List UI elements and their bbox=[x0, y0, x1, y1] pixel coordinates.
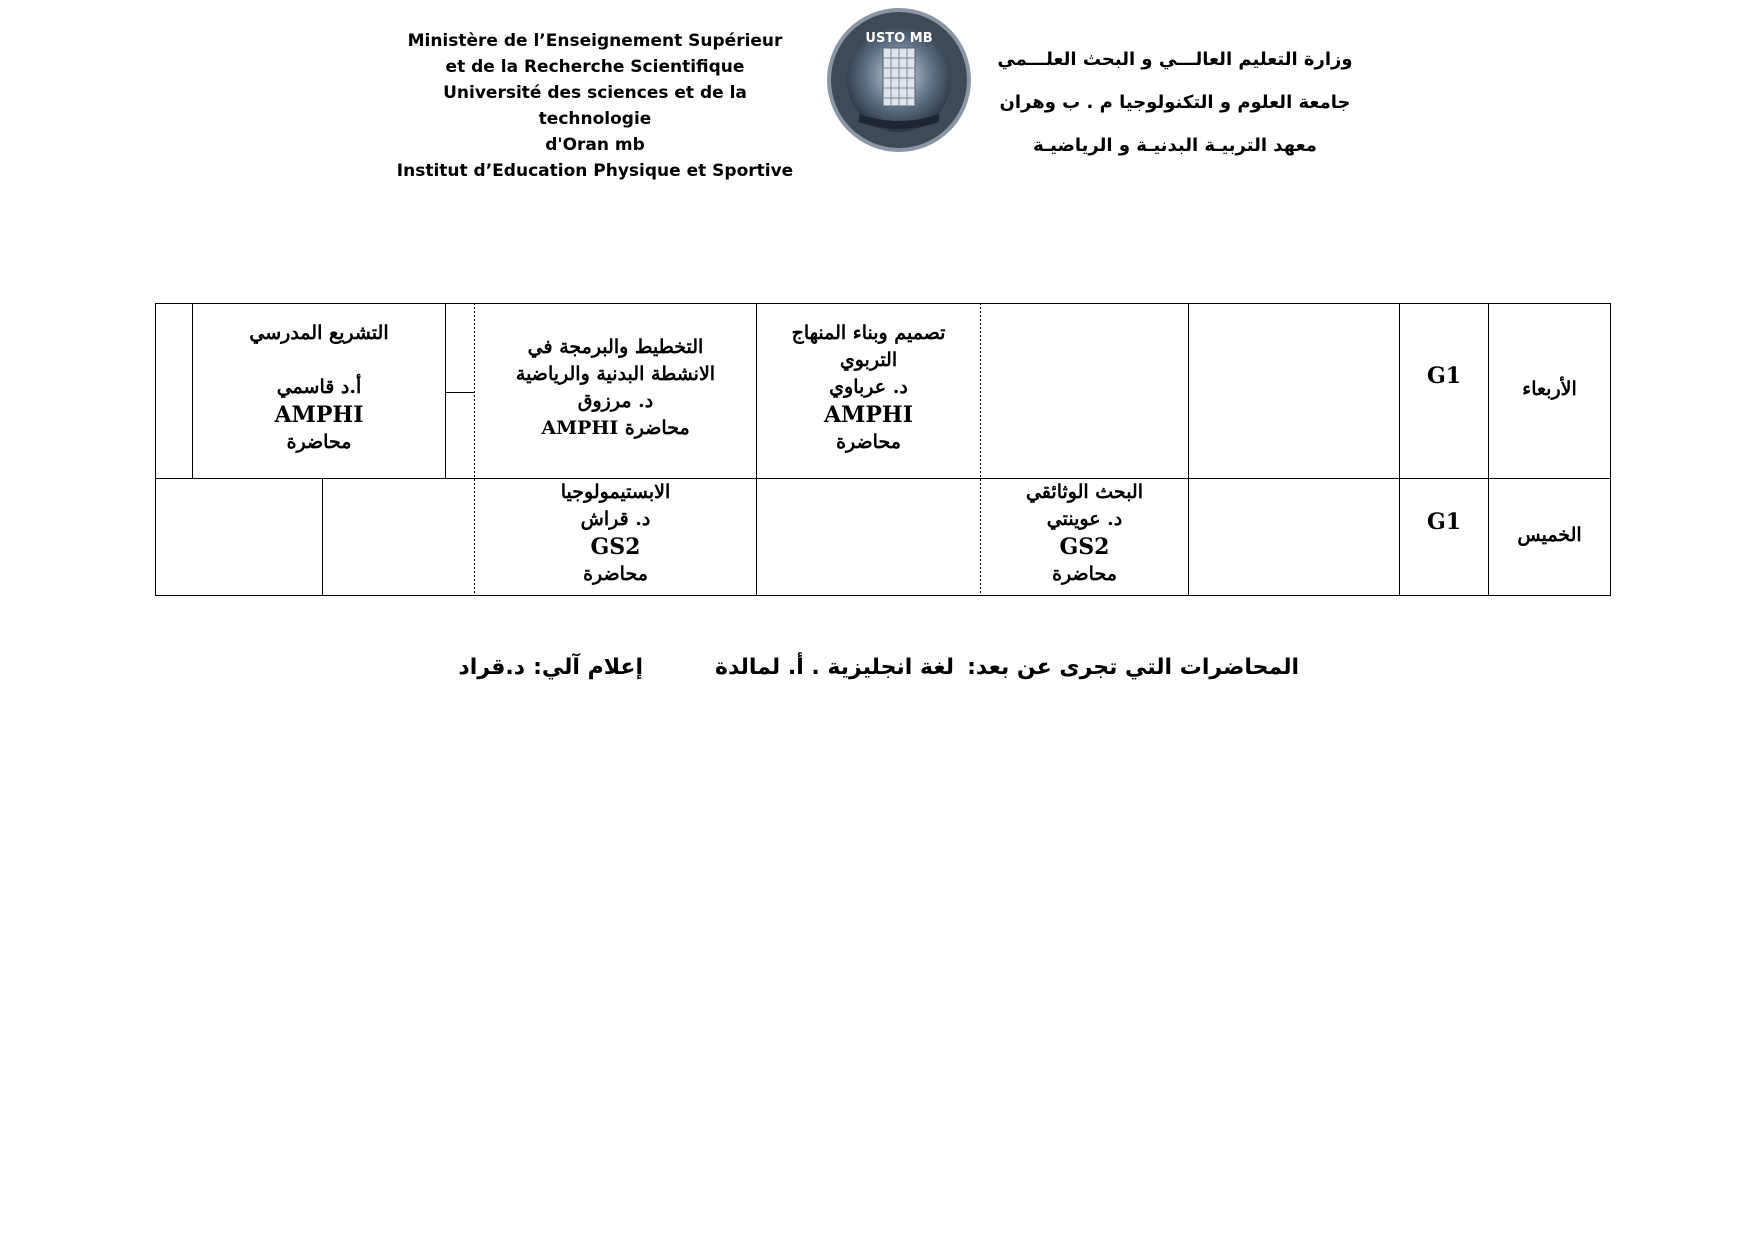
logo-text: USTO MB bbox=[865, 31, 933, 46]
ministry-ar: وزارة التعليم العالـــي و البحث العلـــمي bbox=[997, 49, 1353, 70]
course-planning-programming bbox=[475, 334, 756, 442]
remote-courses-label: المحاضرات التي تجرى عن بعد: bbox=[967, 655, 1299, 680]
informatics-label: إعلام آلي: bbox=[533, 655, 643, 680]
course-title: التشريع المدرسي bbox=[249, 322, 389, 344]
informatics-teacher: د.قراد bbox=[458, 655, 525, 680]
university-line-1: Université des sciences et de la technologie bbox=[443, 83, 747, 129]
course-title-line-1: تصميم وبناء المنهاج bbox=[791, 322, 946, 344]
course-type: محاضرة bbox=[836, 431, 901, 453]
course-teacher: د. عوينتي bbox=[1046, 508, 1123, 530]
english-course-note: لغة انجليزية . أ. لمالدة bbox=[714, 655, 954, 680]
course-curriculum-design bbox=[757, 320, 980, 456]
course-room: AMPHI bbox=[823, 402, 914, 428]
course-title-line-2: التربوي bbox=[839, 349, 898, 371]
course-teacher: د. عرباوي bbox=[829, 376, 908, 398]
course-teacher: د. قراش bbox=[580, 508, 651, 530]
institute-line: Institut d’Education Physique et Sportive bbox=[396, 161, 794, 181]
course-school-legislation bbox=[193, 320, 445, 456]
course-type: محاضرة bbox=[583, 563, 648, 585]
course-title: الابستيمولوجيا bbox=[560, 481, 671, 503]
course-epistemology bbox=[475, 479, 756, 588]
course-type: محاضرة bbox=[286, 431, 352, 453]
spacer bbox=[193, 347, 445, 374]
course-title-line-1: التخطيط والبرمجة في bbox=[527, 336, 704, 358]
ministry-line-1: Ministère de l’Enseignement Supérieur bbox=[407, 31, 783, 51]
course-room: GS2 bbox=[1059, 534, 1110, 560]
ministry-line-2: et de la Recherche Scientifique bbox=[445, 57, 745, 77]
course-title-line-2: الانشطة البدنية والرياضية bbox=[515, 363, 716, 385]
day-thursday: الخميس bbox=[1517, 524, 1582, 546]
course-type: محاضرة bbox=[1052, 563, 1117, 585]
course-type-room: محاضرة AMPHI bbox=[541, 417, 690, 439]
course-room: GS2 bbox=[590, 534, 641, 560]
course-teacher: أ.د قاسمي bbox=[276, 376, 362, 398]
group-wednesday: G1 bbox=[1426, 363, 1462, 389]
university-line-2: d'Oran mb bbox=[545, 135, 645, 155]
course-documentary-research bbox=[981, 479, 1188, 588]
university-ar: جامعة العلوم و التكنولوجيا م . ب وهران bbox=[999, 92, 1351, 113]
institute-ar: معهد التربيـة البدنيـة و الرياضيـة bbox=[1033, 135, 1317, 156]
group-thursday: G1 bbox=[1426, 509, 1462, 535]
course-room: AMPHI bbox=[274, 402, 364, 428]
course-title: البحث الوثائقي bbox=[1025, 481, 1144, 503]
day-wednesday: الأربعاء bbox=[1522, 378, 1577, 400]
course-teacher: د. مرزوق bbox=[577, 390, 654, 412]
